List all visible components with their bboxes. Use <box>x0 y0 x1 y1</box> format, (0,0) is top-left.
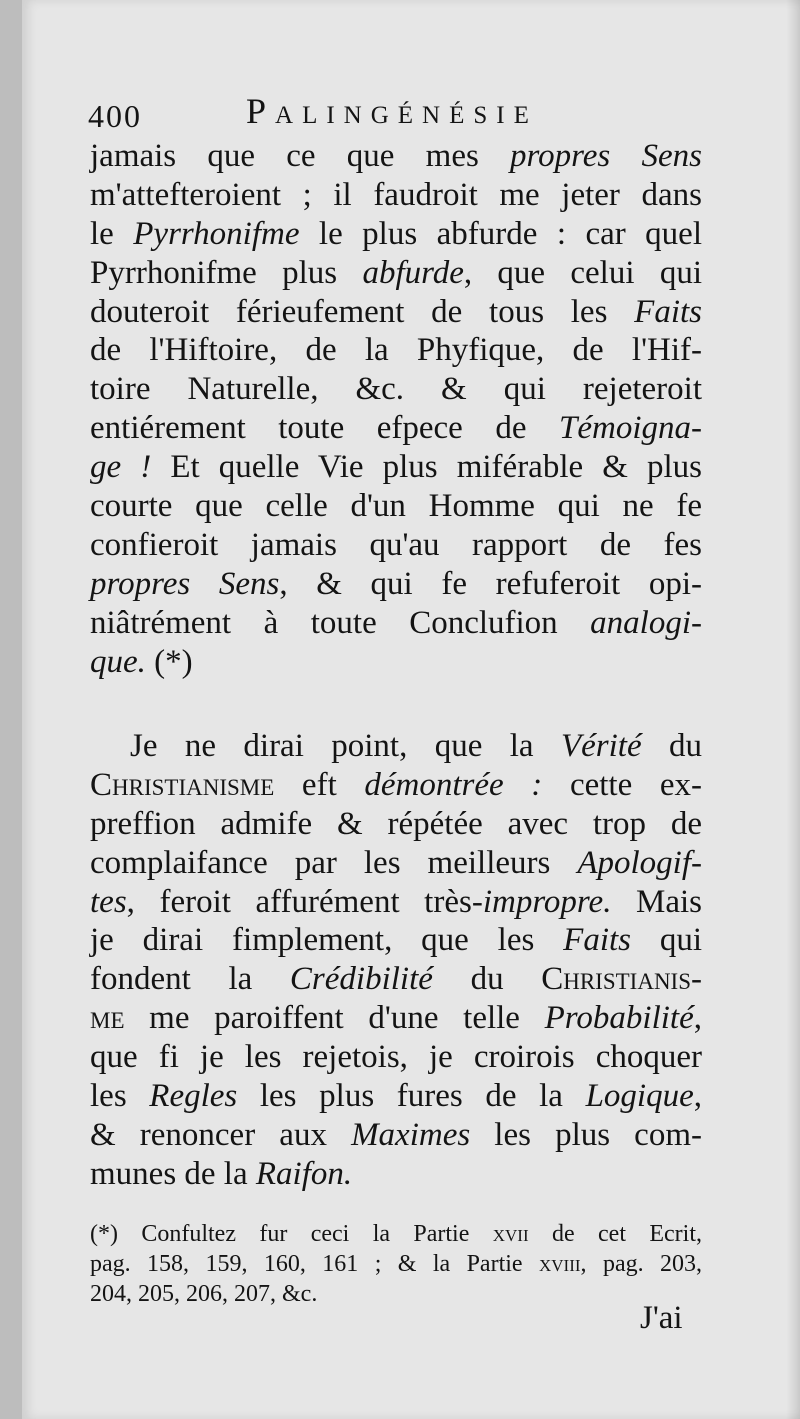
text-segment: pag. 158, 159, 160, 161 ; & la Partie <box>90 1251 539 1277</box>
text-segment: & renoncer aux <box>90 1116 352 1153</box>
text-line <box>90 526 702 565</box>
text-line <box>90 766 702 805</box>
text-segment: les <box>90 1078 150 1115</box>
text-segment: 204, 205, 206, 207, &c. <box>90 1281 318 1307</box>
text-line <box>90 215 702 254</box>
italic-segment: analogi- <box>590 604 702 641</box>
italic-segment: Crédibilité <box>289 961 433 998</box>
text-segment: douteroit férieufement de tous les <box>90 293 635 330</box>
italic-segment: Faits <box>563 922 631 959</box>
text-line <box>90 1249 702 1279</box>
text-segment: confieroit jamais qu'au rapport de fes <box>90 526 702 563</box>
text-segment: le plus abfurde : car quel <box>299 215 702 252</box>
text-segment: que fi je les rejetois, je croirois choquer <box>90 1039 702 1076</box>
text-segment: les plus fures de la <box>237 1078 586 1115</box>
text-segment: Et quelle Vie plus miférable & plus <box>151 449 703 486</box>
text-line <box>90 487 702 526</box>
text-segment: me paroiffent d'une telle <box>124 1000 545 1037</box>
text-segment: Pyrrhonifme plus <box>90 254 363 291</box>
text-line <box>90 1155 702 1194</box>
text-segment: , que celui qui <box>463 254 702 291</box>
text-line <box>90 805 702 844</box>
text-segment: Je ne dirai point, que la <box>130 728 561 764</box>
small-caps-segment: xvii <box>492 1221 529 1247</box>
text-segment: le <box>90 215 134 252</box>
italic-segment: Regles <box>149 1078 238 1115</box>
text-segment: toire Naturelle, &c. & qui rejeteroit <box>90 371 702 408</box>
italic-segment: ge ! <box>90 449 152 486</box>
text-segment: munes de la <box>90 1155 256 1192</box>
text-line <box>90 176 702 215</box>
text-segment: courte que celle d'un Homme qui ne fe <box>90 488 702 525</box>
text-line <box>90 727 702 766</box>
text-line <box>90 293 702 332</box>
text-line <box>90 254 702 293</box>
italic-segment: tes <box>90 883 127 920</box>
paragraph-1 <box>90 137 702 681</box>
text-line <box>90 604 702 643</box>
small-caps-segment: Christianis- <box>541 961 702 998</box>
text-segment: de cet Ecrit, <box>528 1221 702 1247</box>
text-segment: complaifance par les meilleurs <box>90 844 578 881</box>
text-line <box>90 137 702 176</box>
catchword: J'ai <box>640 1300 683 1336</box>
italic-segment: Maximes <box>351 1116 471 1153</box>
text-segment: je dirai fimplement, que les <box>90 922 564 959</box>
text-segment: Mais <box>611 883 702 920</box>
text-segment: (*) Confultez fur ceci la Partie <box>90 1221 493 1247</box>
text-line <box>90 370 702 409</box>
text-line <box>90 1219 702 1249</box>
text-line <box>90 409 702 448</box>
text-segment: de l'Hiftoire, de la Phyfique, de l'Hif- <box>90 332 702 369</box>
italic-segment: abfurde <box>362 254 464 291</box>
italic-segment: Raifon. <box>255 1155 353 1192</box>
running-title: Palingénésie <box>246 91 538 131</box>
text-segment: , feroit affurément très- <box>126 883 483 920</box>
text-segment: , pag. 203, <box>580 1251 703 1277</box>
text-segment: , <box>693 1000 702 1037</box>
footnote <box>90 1219 702 1309</box>
small-caps-segment: me <box>90 1000 125 1037</box>
text-segment: , & qui fe refuferoit opi- <box>279 565 703 602</box>
italic-segment: Pyrrhonifme <box>133 215 300 252</box>
page-edge-shadow <box>786 0 800 1419</box>
italic-segment: que. <box>90 643 146 680</box>
text-line <box>90 643 702 682</box>
page-header <box>88 88 708 140</box>
italic-segment: Vérité <box>560 728 642 764</box>
text-segment: cette ex- <box>542 766 703 803</box>
text-line <box>90 883 702 922</box>
text-segment: m'attefteroient ; il faudroit me jeter dans <box>90 176 702 213</box>
small-caps-segment: Christianisme <box>90 766 275 803</box>
italic-segment: impropre. <box>482 883 612 920</box>
text-segment: qui <box>631 922 703 959</box>
text-segment: , <box>693 1078 702 1115</box>
text-segment: fondent la <box>90 961 290 998</box>
italic-segment: Probabilité <box>544 1000 694 1037</box>
text-line <box>90 1077 702 1116</box>
text-segment: (*) <box>145 643 193 680</box>
text-line <box>90 1116 702 1155</box>
text-line <box>90 331 702 370</box>
text-line <box>90 844 702 883</box>
italic-segment: propres Sens <box>510 138 702 174</box>
text-line <box>90 921 702 960</box>
text-segment: niâtrément à toute Conclufion <box>90 604 591 641</box>
text-line <box>90 960 702 999</box>
book-gutter <box>0 0 22 1419</box>
text-line <box>90 565 702 604</box>
text-line <box>90 1038 702 1077</box>
paragraph-2 <box>90 727 702 1194</box>
italic-segment: Faits <box>634 293 702 330</box>
italic-segment: Apologif- <box>577 844 702 881</box>
text-segment: les plus com- <box>470 1116 702 1153</box>
text-segment: entiérement toute efpece de <box>90 410 559 447</box>
italic-segment: Témoigna- <box>559 410 702 447</box>
text-segment: du <box>641 728 702 764</box>
small-caps-segment: xviii <box>538 1251 581 1277</box>
text-segment: jamais que ce que mes <box>90 138 511 174</box>
text-segment: preffion admife & répétée avec trop de <box>90 805 702 842</box>
text-segment: du <box>432 961 542 998</box>
text-line <box>90 448 702 487</box>
text-line <box>90 999 702 1038</box>
text-line <box>90 1279 702 1309</box>
page-number: 400 <box>88 98 142 134</box>
italic-segment: Logique <box>585 1078 694 1115</box>
italic-segment: démontrée : <box>364 766 543 803</box>
italic-segment: propres Sens <box>90 565 280 602</box>
text-segment: eft <box>274 766 365 803</box>
